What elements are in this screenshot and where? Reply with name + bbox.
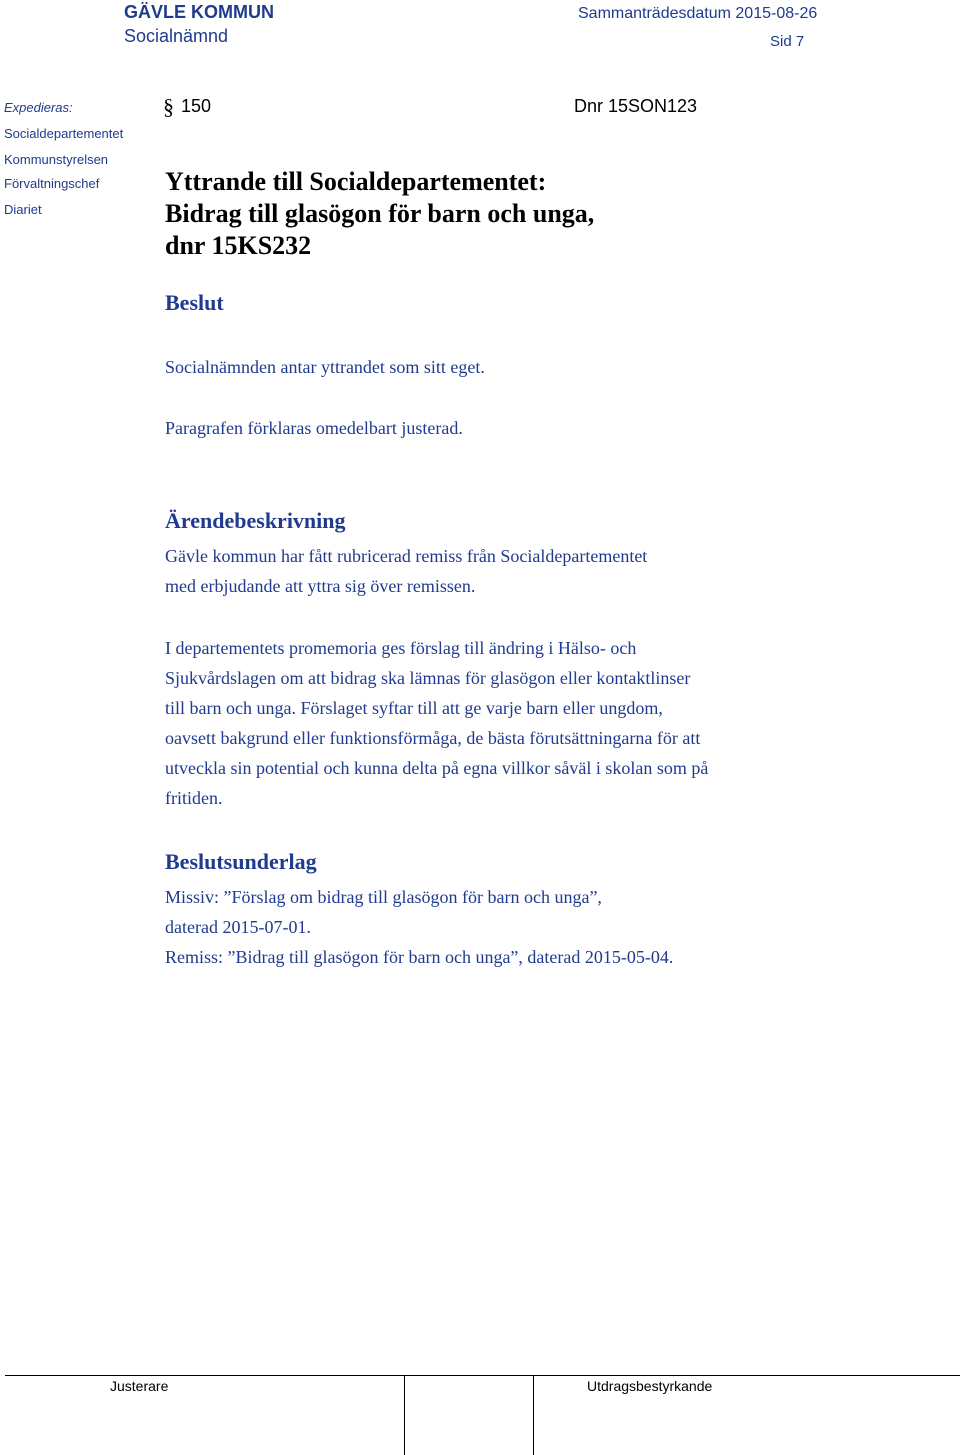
beslutsunderlag-heading: Beslutsunderlag: [165, 849, 317, 874]
text-line: till barn och unga. Förslaget syftar till att ge varje barn eller ungdom,: [165, 698, 663, 718]
footer-column-divider: [533, 1375, 534, 1455]
organization-name: GÄVLE KOMMUN: [124, 2, 274, 22]
text-line: I departementets promemoria ges förslag till ändring i Hälso- och: [165, 638, 637, 658]
beslut-line: Paragrafen förklaras omedelbart justerad.: [165, 418, 463, 438]
footer-divider: [5, 1375, 960, 1376]
paragraph-symbol: §: [163, 94, 174, 119]
recipient-item: Diariet: [4, 202, 42, 217]
text-line: Missiv: ”Förslag om bidrag till glasögon för barn och unga”,: [165, 887, 602, 907]
recipient-item: Socialdepartementet: [4, 126, 124, 141]
title-line: Yttrande till Socialdepartementet:: [165, 167, 547, 196]
text-line: Sjukvårdslagen om att bidrag ska lämnas för glasögon eller kontaktlinser: [165, 668, 691, 688]
arende-paragraph-2: [165, 633, 708, 813]
paragraph-number: 150: [181, 96, 212, 116]
committee-name: Socialnämnd: [124, 26, 229, 46]
text-line: utveckla sin potential och kunna delta på egna villkor såväl i skolan som på: [165, 758, 709, 778]
arende-paragraph-1: [165, 541, 647, 601]
text-line: daterad 2015-07-01.: [165, 917, 311, 937]
arendebeskrivning-heading: Ärendebeskrivning: [165, 508, 346, 533]
text-line: med erbjudande att yttra sig över remissen.: [165, 576, 476, 596]
recipient-item: Kommunstyrelsen: [4, 152, 109, 167]
meeting-date: Sammanträdesdatum 2015-08-26: [578, 5, 818, 22]
expedieras-label: Expedieras:: [4, 100, 73, 115]
document-title: [165, 166, 594, 262]
text-line: oavsett bakgrund eller funktionsförmåga, de bästa förutsättningarna för att: [165, 728, 701, 748]
title-line: dnr 15KS232: [165, 231, 312, 260]
text-line: fritiden.: [165, 788, 223, 808]
beslutsunderlag-list: [165, 882, 673, 972]
text-line: Remiss: ”Bidrag till glasögon för barn och unga”, daterad 2015-05-04.: [165, 947, 674, 967]
title-line: Bidrag till glasögon för barn och unga,: [165, 199, 595, 228]
footer-column-divider: [404, 1375, 405, 1455]
diary-number: Dnr 15SON123: [574, 96, 698, 116]
text-line: Gävle kommun har fått rubricerad remiss från Socialdepartementet: [165, 546, 648, 566]
recipient-item: Förvaltningschef: [4, 176, 100, 191]
justerare-label: Justerare: [110, 1378, 169, 1394]
beslut-heading: Beslut: [165, 290, 224, 315]
beslut-line: Socialnämnden antar yttrandet som sitt eget.: [165, 357, 485, 377]
page-number: Sid 7: [770, 33, 805, 50]
utdragsbestyrkande-label: Utdragsbestyrkande: [587, 1378, 713, 1394]
